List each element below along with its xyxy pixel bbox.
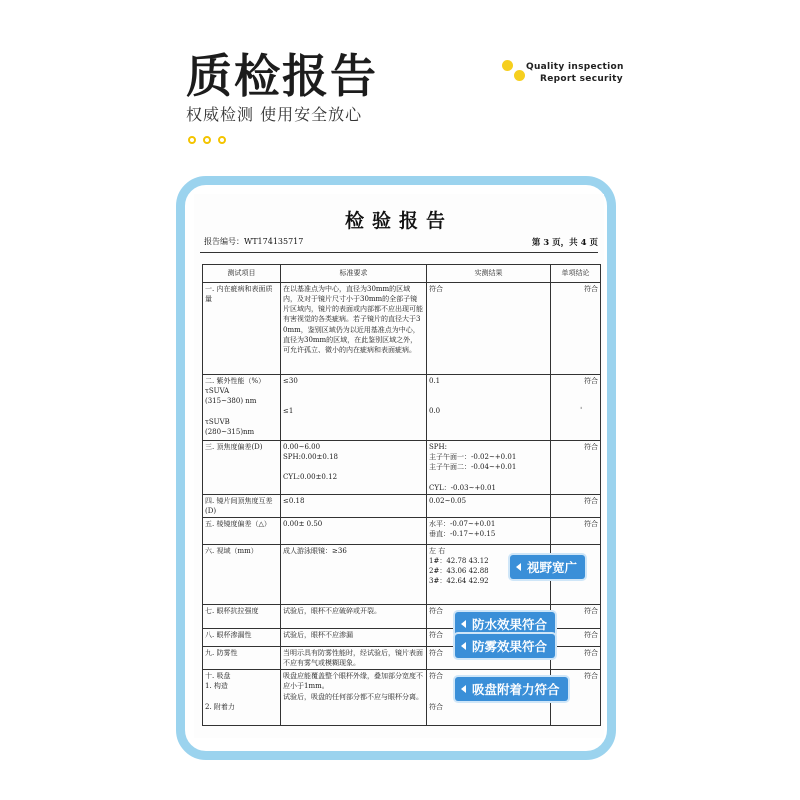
cell-item: 四. 镜片间顶焦度互差(D)	[203, 494, 281, 517]
cell-conclusion: 符合	[551, 375, 601, 441]
cell-standard: ≤0.18	[281, 494, 427, 517]
cell-standard: 当明示具有防雾性能时，经试验后，镜片表面不应有雾气或模糊现象。	[281, 646, 427, 669]
cell-conclusion: 符合	[551, 646, 601, 669]
column-header: 标准要求	[281, 265, 427, 283]
report-title: 检验报告	[344, 210, 453, 232]
page-number: 第 3 页，共 4 页	[531, 238, 598, 248]
cell-conclusion: 符合	[551, 517, 601, 544]
cell-standard: 在以基准点为中心，直径为30mm的区域内，及对于镜片尺寸小于30mm的全部子镜片区域内，镜片的表面或内部都不应出现可能有害视觉的各类疵病。若子镜片的直径大于30mm，鉴别区域仍为以近用基准点为中心，直径为30mm的区域，在此鉴别区域之外，可允许孤立、微小的内在疵病和表面疵病。	[281, 283, 427, 375]
decorative-dots	[188, 136, 226, 144]
cell-item: 八. 眼杯渗漏性	[203, 628, 281, 646]
tag-label: 视野宽广	[527, 560, 578, 575]
cell-conclusion: 符合	[551, 604, 601, 628]
column-header: 单项结论	[551, 265, 601, 283]
table-row	[203, 283, 601, 375]
arrow-left-icon	[461, 685, 466, 693]
cell-conclusion: 符合	[551, 494, 601, 517]
tag-label: 防雾效果符合	[472, 639, 548, 654]
cell-result: 符合	[427, 646, 551, 669]
tag-field-of-view	[510, 555, 585, 579]
tag-waterproof	[455, 612, 555, 636]
cell-result: SPH: 主子午面一：-0.02~+0.01 主子午面二：-0.04~+0.01 CYL：-0.03~+0.01	[427, 441, 551, 495]
cell-item: 三. 顶焦度偏差(D)	[203, 441, 281, 495]
cell-result: 符合 符合	[427, 670, 551, 726]
tag-suction	[455, 677, 568, 701]
cell-item: 六. 视域（mm）	[203, 544, 281, 604]
cell-item: 七. 眼杯抗拉强度	[203, 604, 281, 628]
page-subtitle: 权威检测 使用安全放心	[186, 105, 363, 124]
cell-conclusion: 符合	[551, 670, 601, 726]
cell-standard: ≤30 ≤1	[281, 375, 427, 441]
arrow-left-icon	[461, 620, 466, 628]
cell-standard: 成人游泳眼镜：≥36	[281, 544, 427, 604]
table-row	[203, 494, 601, 517]
column-header: 测试项目	[203, 265, 281, 283]
yellow-dot-icon	[514, 70, 525, 81]
table-header-row	[203, 265, 601, 283]
cell-standard: 吸盘应能覆盖整个眼杯外缘，叠加部分宽度不应小于1mm。 试验后，吸盘的任何部分都不应与眼杯分离。	[281, 670, 427, 726]
table-row	[203, 441, 601, 495]
dot-icon	[218, 136, 226, 144]
cell-standard: 试验后，眼杯不应渗漏	[281, 628, 427, 646]
quality-inspection-label: Quality inspection	[526, 62, 624, 72]
arrow-left-icon	[461, 642, 466, 650]
cell-item: 二. 紫外性能（%） τSUVA (315~380) nm τSUVB (280~315)nm	[203, 375, 281, 441]
cell-item: 十. 吸盘 1. 构造 2. 附着力	[203, 670, 281, 726]
cell-result: 符合	[427, 604, 551, 628]
dot-icon	[188, 136, 196, 144]
cell-result: 0.1 0.0	[427, 375, 551, 441]
cell-result: 符合	[427, 628, 551, 646]
cell-conclusion: 符合	[551, 628, 601, 646]
report-number: 报告编号：WT174135717	[204, 237, 304, 246]
check-mark-icon: ˈ	[580, 406, 583, 415]
cell-item: 五. 棱镜度偏差（△）	[203, 517, 281, 544]
cell-result: 0.02~0.05	[427, 494, 551, 517]
cell-standard: 0.00~6.00 SPH:0.00±0.18 CYL:0.00±0.12	[281, 441, 427, 495]
cell-standard: 0.00± 0.50	[281, 517, 427, 544]
cell-item: 一. 内在疵病和表面质量	[203, 283, 281, 375]
cell-item: 九. 防雾性	[203, 646, 281, 669]
arrow-left-icon	[516, 563, 521, 571]
table-row	[203, 375, 601, 441]
yellow-dot-icon	[502, 60, 513, 71]
tag-label: 吸盘附着力符合	[472, 682, 560, 697]
column-header: 实测结果	[427, 265, 551, 283]
cell-conclusion: 符合	[551, 441, 601, 495]
cell-standard: 试验后，眼杯不应破碎或开裂。	[281, 604, 427, 628]
cell-result: 水平：-0.07~+0.01 垂直：-0.17~+0.15	[427, 517, 551, 544]
cell-conclusion: 符合	[551, 283, 601, 375]
cell-result: 左 右 1#：42.78 43.12 2#：43.06 42.88 3#：42.64 42.92	[427, 544, 551, 604]
cell-result: 符合	[427, 283, 551, 375]
table-row	[203, 517, 601, 544]
tag-antifog	[455, 634, 555, 658]
divider	[200, 252, 598, 253]
report-security-label: Report security	[540, 74, 623, 84]
page-title: 质检报告	[186, 49, 378, 103]
tag-label: 防水效果符合	[472, 617, 548, 632]
dot-icon	[203, 136, 211, 144]
